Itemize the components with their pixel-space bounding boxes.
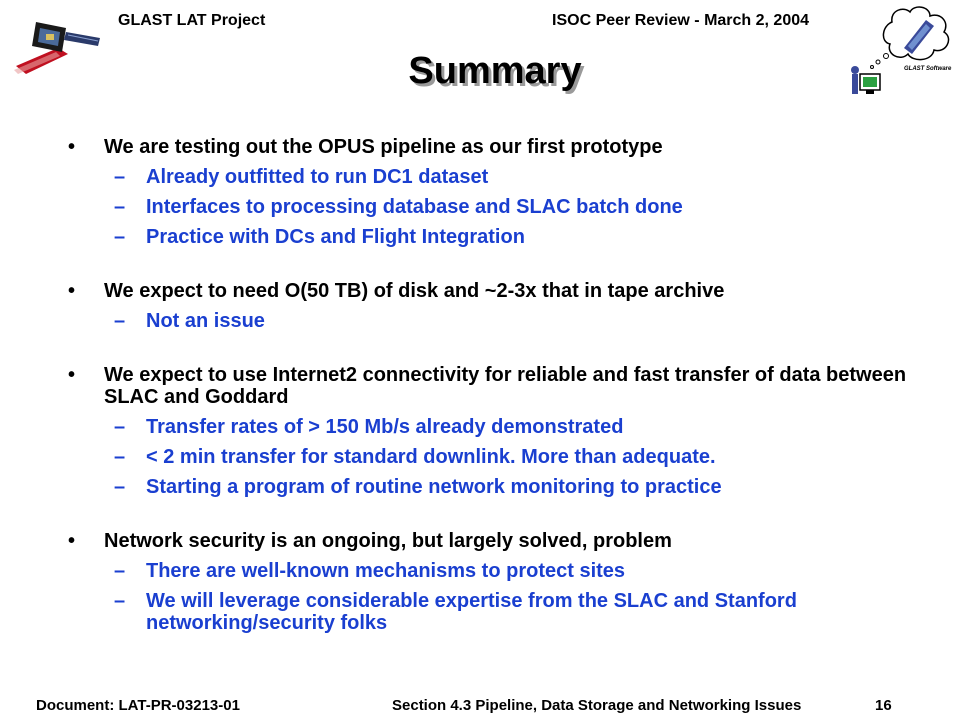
bullet-item: • We are testing out the OPUS pipeline as our first prototype xyxy=(68,136,663,158)
logo-solar-panel xyxy=(64,32,100,46)
sub-bullet-item: – Already outfitted to run DC1 dataset xyxy=(114,166,489,188)
sub-bullet-item: – There are well-known mechanisms to protect sites xyxy=(114,560,626,582)
sub-bullet-item: – Practice with DCs and Flight Integration xyxy=(114,226,525,248)
footer-page-number: 16 xyxy=(875,697,892,714)
header-project: GLAST LAT Project xyxy=(118,12,266,29)
bullet-item: • Network security is an ongoing, but largely solved, problem xyxy=(68,530,672,552)
bullet-group-2 xyxy=(58,280,938,332)
header-review: ISOC Peer Review - March 2, 2004 xyxy=(552,12,810,29)
sub-bullet-item: – Not an issue xyxy=(114,310,265,332)
sub-bullet-item: – We will leverage considerable expertise from the SLAC and Stanford networking/security folks xyxy=(114,590,797,634)
sub-bullet-item: – Transfer rates of > 150 Mb/s already demonstrated xyxy=(114,416,624,438)
bullet-group-3 xyxy=(58,364,938,498)
sub-bullet-item: – Interfaces to processing database and SLAC batch done xyxy=(114,196,683,218)
footer-section: Section 4.3 Pipeline, Data Storage and Networking Issues xyxy=(392,697,802,714)
bullet-group-1 xyxy=(58,136,938,248)
slide-title: Summary xyxy=(408,50,582,92)
sub-bullet-item: – < 2 min transfer for standard downlink. More than adequate. xyxy=(114,446,716,468)
bullet-item: • We expect to need O(50 TB) of disk and ~2-3x that in tape archive xyxy=(68,280,725,302)
sub-bullet-item: – Starting a program of routine network monitoring to practice xyxy=(114,476,722,498)
footer-document-id: Document: LAT-PR-03213-01 xyxy=(36,697,240,714)
bullet-item: • We expect to use Internet2 connectivity for reliable and fast transfer of data between SLAC and Goddard xyxy=(68,364,907,408)
slide-content xyxy=(58,136,938,666)
bullet-group-4 xyxy=(58,530,938,634)
logo-software-text: GLAST Software xyxy=(904,66,952,72)
